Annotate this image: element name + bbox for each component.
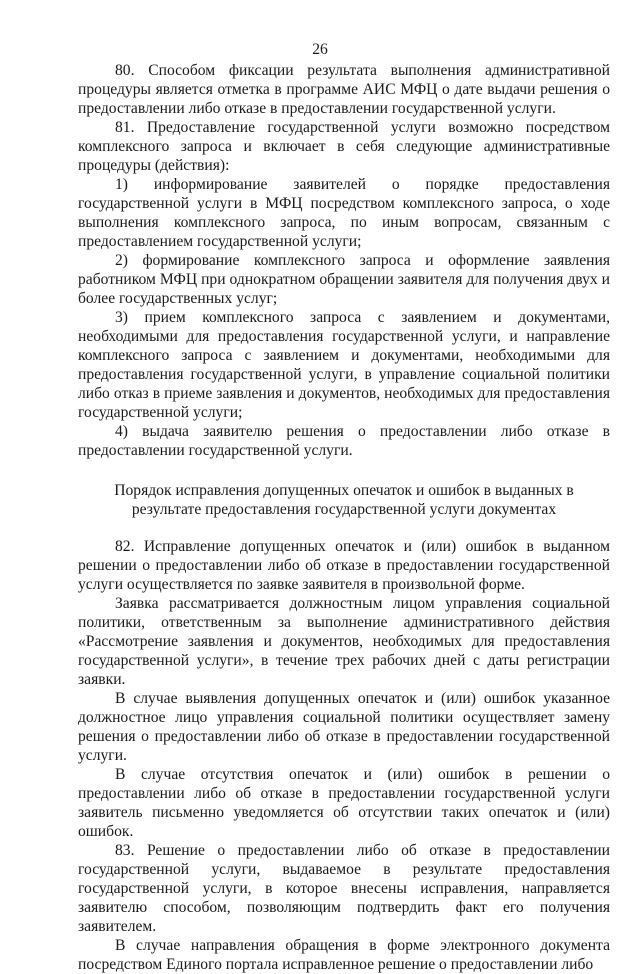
paragraph-review: Заявка рассматривается должностным лицом управления социальной политики, ответственным за выполнение административного действия «Рассмотрение заявления и документов, необходимых для предоставления государственной услуги», в течение трех рабочих дней с даты регистрации заявки. xyxy=(78,595,610,688)
list-item-3: 3) прием комплексного запроса с заявлением и документами, необходимыми для предоставления государственной услуги, и направление комплексного запроса с заявлением и документами, необходимыми для предоставления государственной услуги, в управление социальной политики либо отказ в приеме заявления и документов, необходимых для предоставления государственной услуги; xyxy=(78,309,610,421)
list-item-1: 1) информирование заявителей о порядке предоставления государственной услуги в МФЦ посредством комплексного запроса, о ходе выполнения комплексного запроса, по иным вопросам, связанным с предоставлением государственной услуги; xyxy=(78,176,610,250)
paragraph-no-errors: В случае отсутствия опечаток и (или) ошибок в решении о предоставлении либо об отказе в предоставлении государственной услуги заявитель письменно уведомляется об отсутствии таких опечаток и (или) ошибок. xyxy=(78,766,610,840)
paragraph-82: 82. Исправление допущенных опечаток и (или) ошибок в выданном решении о предоставлении либо об отказе в предоставлении государственной услуги осуществляется по заявке заявителя в произвольной форме. xyxy=(78,538,610,593)
paragraph-80: 80. Способом фиксации результата выполнения административной процедуры является отметка в программе АИС МФЦ о дате выдачи решения о предоставлении либо отказе в предоставлении государственной услуги. xyxy=(78,62,610,117)
section-heading: Порядок исправления допущенных опечаток и ошибок в выданных в результате предоставления государственной услуги документах xyxy=(114,482,574,518)
paragraph-errors-found: В случае выявления допущенных опечаток и (или) ошибок указанное должностное лицо управления социальной политики осуществляет замену решения о предоставлении либо об отказе в предоставлении государственной услуги. xyxy=(78,690,610,764)
paragraph-electronic: В случае направления обращения в форме электронного документа посредством Единого портала исправленное решение о предоставлении либо xyxy=(78,937,610,973)
page-number: 26 xyxy=(312,41,328,58)
document-body xyxy=(78,61,610,974)
paragraph-81: 81. Предоставление государственной услуги возможно посредством комплексного запроса и включает в себя следующие административные процедуры (действия): xyxy=(78,119,610,174)
list-item-4: 4) выдача заявителю решения о предоставлении либо отказе в предоставлении государственной услуги. xyxy=(78,423,610,459)
paragraph-83: 83. Решение о предоставлении либо об отказе в предоставлении государственной услуги, выдаваемое в результате предоставления государственной услуги, в которое внесены исправления, направляется заявителю способом, позволяющим подтвердить факт его получения заявителем. xyxy=(78,842,610,935)
list-item-2: 2) формирование комплексного запроса и оформление заявления работником МФЦ при однократном обращении заявителя для получения двух и более государственных услуг; xyxy=(78,252,610,307)
